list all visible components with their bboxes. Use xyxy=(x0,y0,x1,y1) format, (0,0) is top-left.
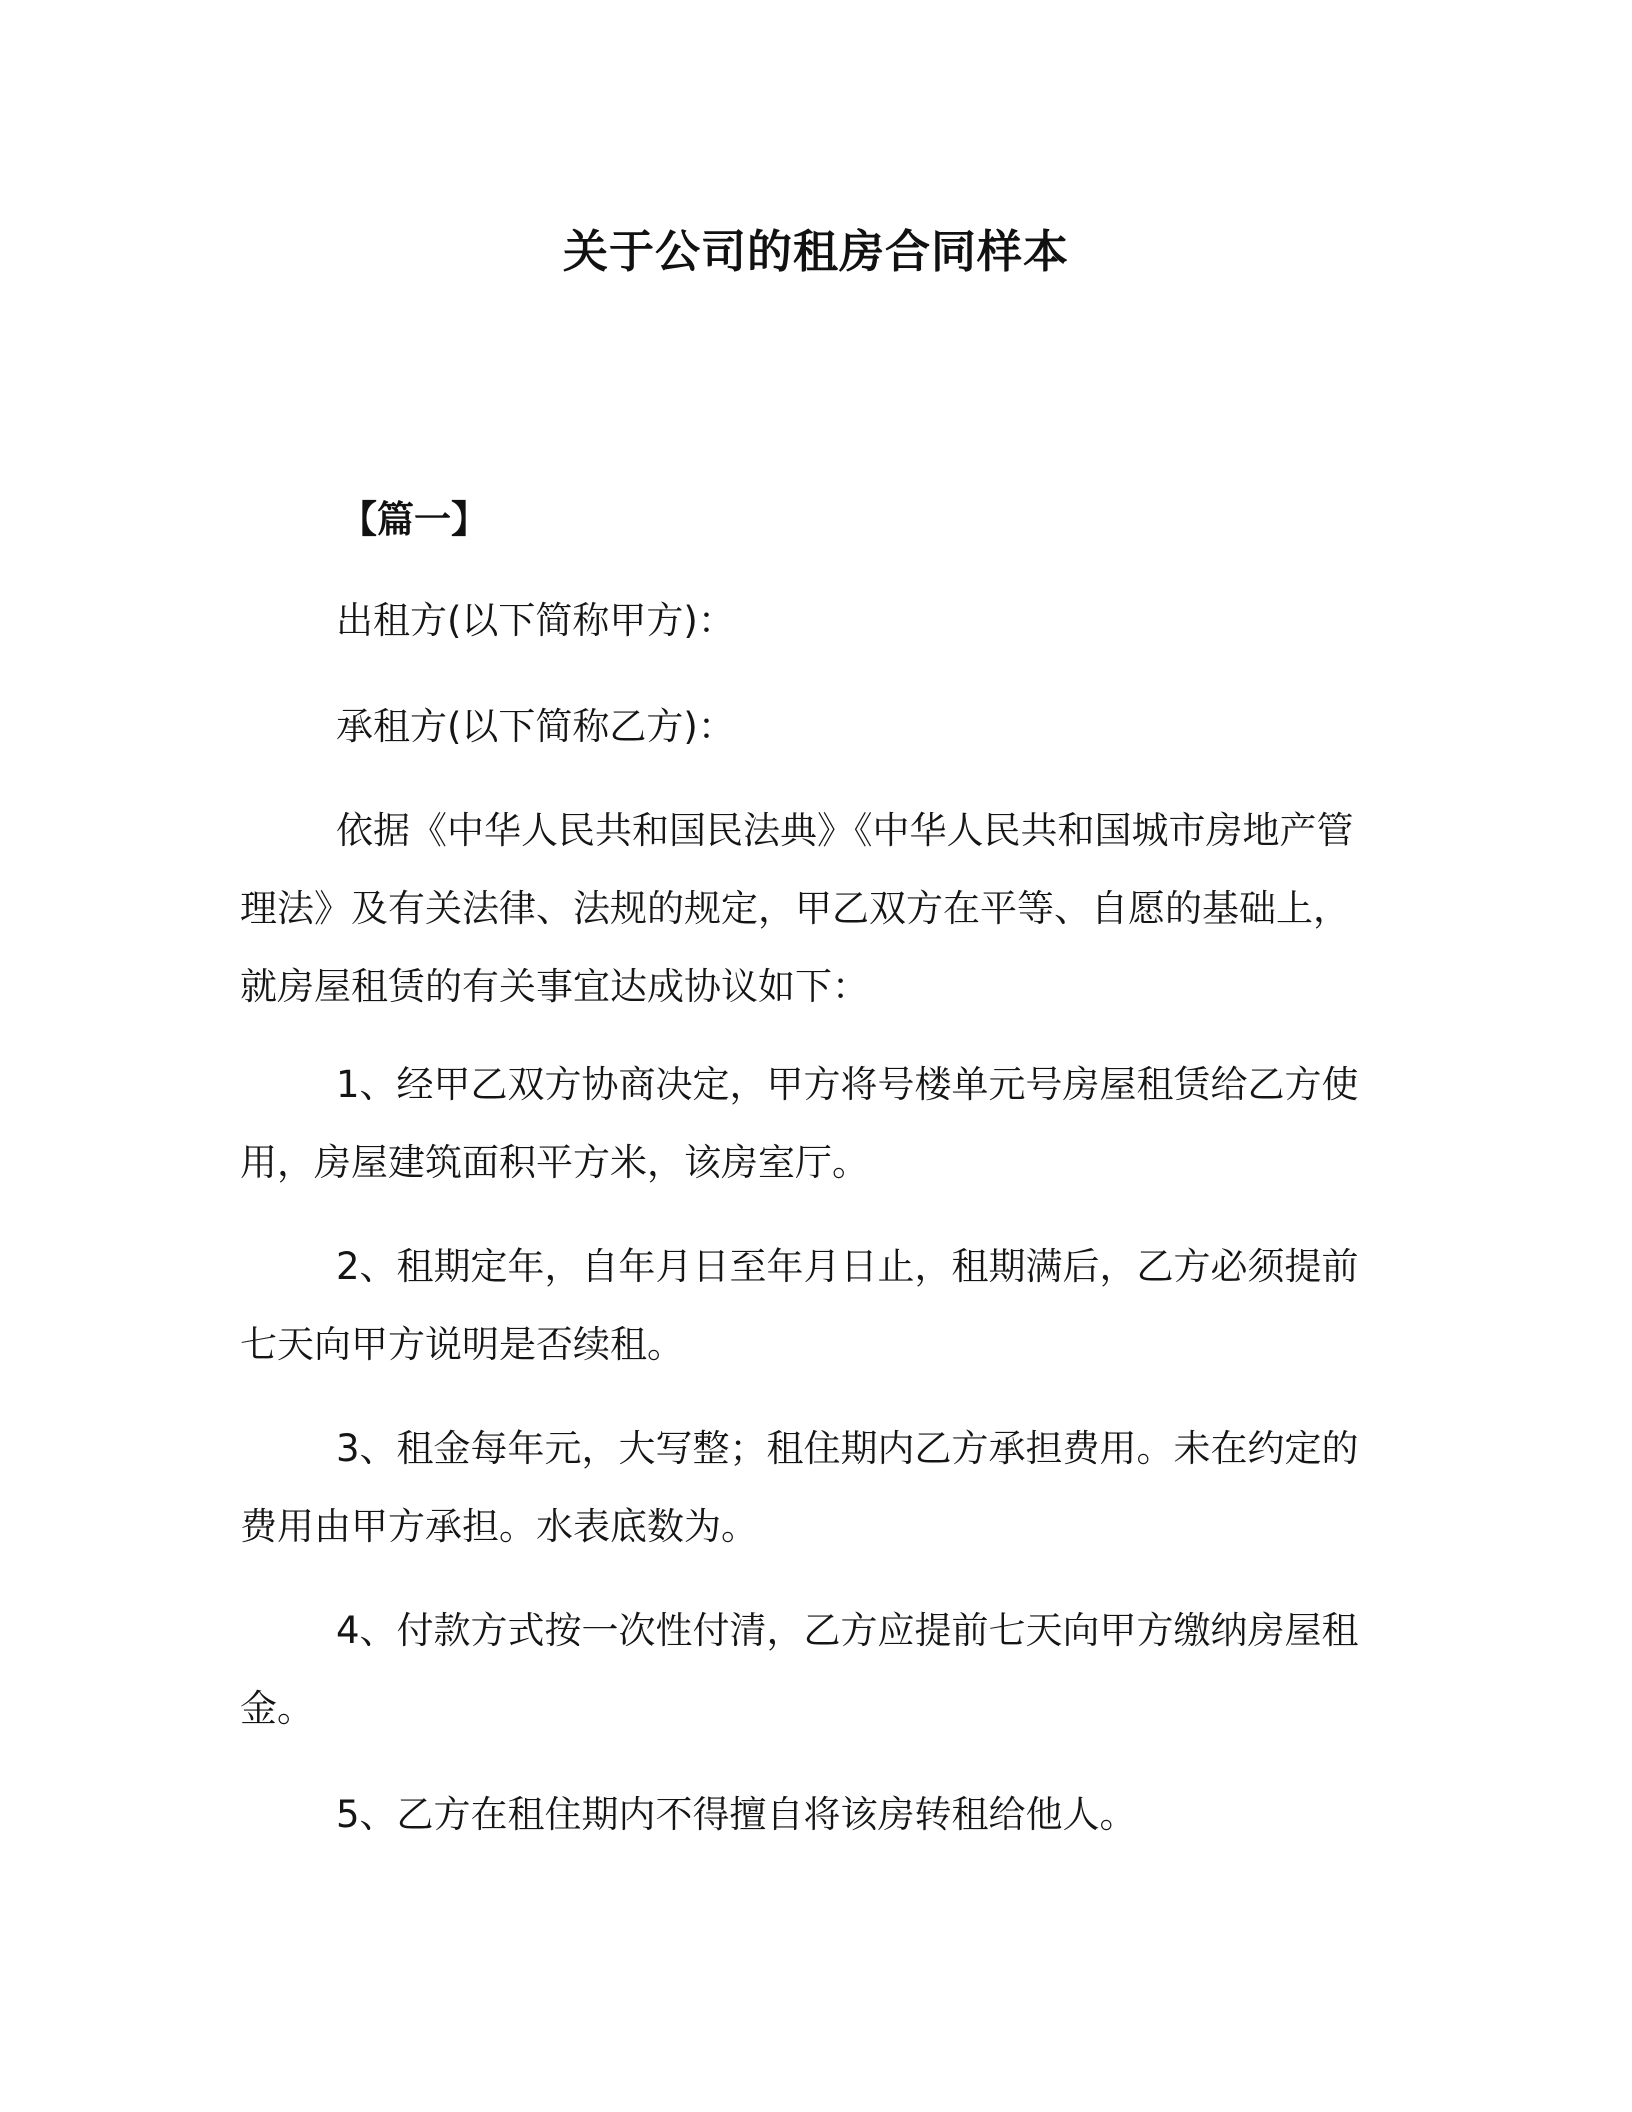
paragraph-preamble: 依据《中华人民共和国民法典》《中华人民共和国城市房地产管理法》及有关法律、法规的规定，甲乙双方在平等、自愿的基础上，就房屋租赁的有关事宜达成协议如下： xyxy=(240,809,1354,1008)
paragraph-clause-5: 5、乙方在租住期内不得擅自将该房转租给他人。 xyxy=(336,1793,1137,1836)
section-heading: 【篇一】 xyxy=(340,498,488,541)
paragraph-clause-1: 1、经甲乙双方协商决定，甲方将号楼单元号房屋租赁给乙方使用，房屋建筑面积平方米，该房室厅。 xyxy=(240,1063,1359,1184)
paragraph-lessee: 承租方(以下简称乙方)： xyxy=(336,705,735,748)
paragraph-lessor: 出租方(以下简称甲方)： xyxy=(336,599,735,642)
paragraph-clause-3: 3、租金每年元，大写整；租住期内乙方承担费用。未在约定的费用由甲方承担。水表底数为。 xyxy=(240,1427,1359,1548)
paragraph-clause-4: 4、付款方式按一次性付清，乙方应提前七天向甲方缴纳房屋租金。 xyxy=(240,1609,1359,1730)
paragraph-clause-2: 2、租期定年，自年月日至年月日止，租期满后，乙方必须提前七天向甲方说明是否续租。 xyxy=(240,1245,1359,1366)
document-title: 关于公司的租房合同样本 xyxy=(562,225,1069,278)
